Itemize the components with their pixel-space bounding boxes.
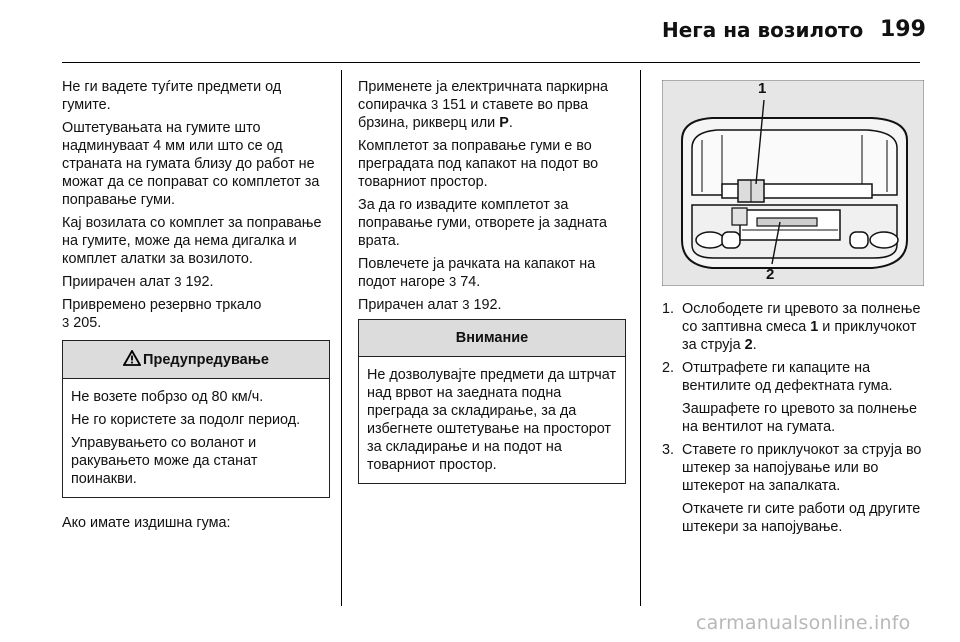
paragraph-xref [358,296,626,314]
warning-title: Предупредување [143,352,269,368]
step-number: 1. [662,301,675,317]
header-divider [62,62,920,63]
xref-page[interactable]: 151 [442,97,467,113]
step-item [662,359,924,436]
page-title: Нега на возилото [662,18,864,42]
paragraph: Ако имате издишна гума: [62,515,231,531]
callout-1: 1 [758,80,767,97]
step-text [682,300,924,354]
paragraph: Комплетот за поправање гуми е во преградата под капакот на подот во товарниот простор. [358,138,599,190]
gear-key: P [499,115,509,131]
xref-label: Прирачен алат [358,297,459,313]
compressor-drawing [662,80,924,286]
xref-arrow-icon[interactable]: 3 [431,97,439,112]
text-span: Применете ја електричната паркирна сопирачка [358,79,609,113]
text-span: и ставете во прва брзина, рикверц или [358,97,589,131]
page-number: 199 [880,17,926,42]
paragraph [358,78,626,132]
notice-box [358,319,626,484]
paragraph: За да го извадите комплетот за поправање гуми, отворете ја задната врата. [358,197,607,249]
paragraph: Не ги вадете туѓите предмети од гумите. [62,79,282,113]
column-1 [62,78,330,537]
watermark: carmanualsonline.info [696,612,911,634]
steps-list [662,300,924,536]
xref-page[interactable]: 192. [473,297,502,313]
warning-header [63,341,329,379]
xref-page[interactable]: 205. [73,315,102,331]
warning-text: Не го користете за подолг период. [71,412,301,428]
callout-ref: 1 [810,319,819,335]
step-number: 2. [662,360,675,376]
xref-arrow-icon[interactable]: 3 [462,297,470,312]
callout-2: 2 [766,266,775,283]
notice-header: Внимание [359,320,625,357]
text-span: Ослободете ги цревото за полнење со заптивна смеса [682,301,921,335]
notice-text: Не дозволувајте предмети да штрчат над врвот на заедната подна преграда за складирање, за да избегнете оштетување на просторот за складирање и на подот на товарниот простор. [367,367,617,473]
warning-body [63,379,329,497]
step-item [662,300,924,354]
column-2 [358,78,626,484]
xref-label: Привремено резервно тркало [62,297,262,313]
text-span: и приклучокот за струја [682,319,917,353]
step-text: Отштрафете ги капаците на вентилите од дефектната гума. [682,360,893,394]
xref-arrow-icon[interactable]: 3 [62,315,70,330]
xref-label: Приирачен алат [62,274,171,290]
callout-ref: 2 [744,337,753,353]
paragraph-xref [358,255,626,291]
warning-box [62,340,330,498]
paragraph: Кај возилата со комплет за поправање на гумите, може да нема дигалка и комплет алатки за возилото. [62,215,322,267]
warning-text: Не возете побрзо од 80 км/ч. [71,389,264,405]
column-divider-left [341,70,342,606]
text-span: Повлечете ја рачката на капакот на подот нагоре [358,256,596,290]
tire-repair-kit-illustration [662,80,924,286]
text-span: . [752,337,757,353]
paragraph-xref [62,296,330,332]
notice-body [359,357,625,483]
column-divider-right [640,70,641,606]
xref-page[interactable]: 192. [185,274,214,290]
step-subtext: Зашрафете го цревото за полнење на вентилот на гумата. [682,401,917,435]
step-number: 3. [662,442,675,458]
xref-page[interactable]: 74. [460,274,481,290]
paragraph: Оштетувањата на гумите што надминуваат 4 мм или што се од страната на гумата близу до работ не можат да се поправат со комплетот за поправање гуми. [62,120,320,208]
xref-arrow-icon[interactable]: 3 [174,274,182,289]
warning-text: Управувањето со воланот и ракувањето може да станат поинакви. [71,435,258,487]
xref-arrow-icon[interactable]: 3 [449,274,457,289]
step-subtext: Откачете ги сите работи од другите штекери за напојување. [682,501,921,535]
text-span: . [508,115,513,131]
paragraph-xref [62,273,330,291]
warning-triangle-icon [123,350,141,366]
step-text: Ставете го приклучокот за струја во штекер за напојување или во штекерот на запалката. [682,442,922,494]
column-3 [662,300,924,541]
step-item [662,441,924,536]
